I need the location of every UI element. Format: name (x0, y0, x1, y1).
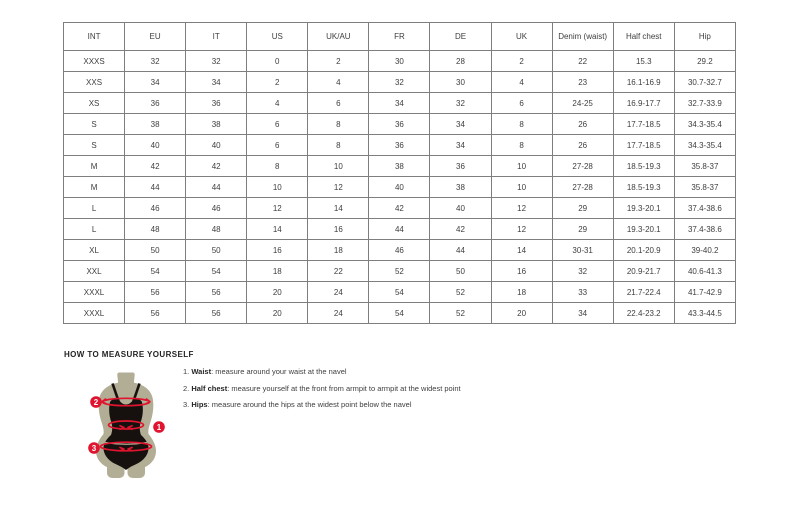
measure-instruction-item (183, 368, 461, 377)
table-cell: M (64, 156, 125, 177)
table-cell: 2 (308, 51, 369, 72)
table-cell: 34.3-35.4 (674, 135, 735, 156)
table-cell: 34 (369, 93, 430, 114)
table-cell: 38 (369, 156, 430, 177)
table-cell: 44 (430, 240, 491, 261)
table-cell: 20 (247, 282, 308, 303)
table-cell: 34 (186, 72, 247, 93)
table-cell: 28 (430, 51, 491, 72)
table-cell: 42 (430, 219, 491, 240)
table-cell: XXS (64, 72, 125, 93)
badge-2-number: 2 (93, 397, 99, 407)
table-cell: 30 (369, 51, 430, 72)
table-cell: 35.8-37 (674, 156, 735, 177)
table-cell: 26 (552, 135, 613, 156)
table-cell: 18.5-19.3 (613, 156, 674, 177)
table-cell: 18 (247, 261, 308, 282)
table-cell: 22 (308, 261, 369, 282)
table-cell: 36 (186, 93, 247, 114)
table-cell: 37.4-38.6 (674, 198, 735, 219)
measure-instruction-item (183, 401, 461, 410)
table-cell: 48 (125, 219, 186, 240)
table-cell: 37.4-38.6 (674, 219, 735, 240)
table-cell: 4 (308, 72, 369, 93)
instruction-text: : measure around your waist at the navel (211, 367, 347, 376)
table-cell: 24-25 (552, 93, 613, 114)
table-cell: 52 (430, 303, 491, 324)
table-cell: 52 (430, 282, 491, 303)
table-cell: 46 (186, 198, 247, 219)
table-row (64, 72, 736, 93)
table-cell: 42 (125, 156, 186, 177)
table-cell: 54 (186, 261, 247, 282)
table-row (64, 135, 736, 156)
table-cell: 10 (491, 177, 552, 198)
table-cell: 42 (369, 198, 430, 219)
table-cell: 18.5-19.3 (613, 177, 674, 198)
table-cell: 0 (247, 51, 308, 72)
table-cell: XXL (64, 261, 125, 282)
table-cell: 42 (186, 156, 247, 177)
table-cell: 35.8-37 (674, 177, 735, 198)
table-row (64, 177, 736, 198)
table-cell: 22.4-23.2 (613, 303, 674, 324)
table-cell: 20 (491, 303, 552, 324)
table-cell: 6 (308, 93, 369, 114)
table-cell: 14 (491, 240, 552, 261)
table-cell: 40 (186, 135, 247, 156)
table-cell: 29 (552, 219, 613, 240)
instruction-number: 3. (183, 400, 192, 409)
table-cell: 56 (125, 282, 186, 303)
table-cell: XXXL (64, 303, 125, 324)
column-header-uk: UK (491, 23, 552, 51)
table-cell: 10 (491, 156, 552, 177)
table-cell: 29 (552, 198, 613, 219)
table-cell: 54 (369, 303, 430, 324)
table-cell: 24 (308, 282, 369, 303)
table-cell: 18 (491, 282, 552, 303)
instruction-text: : measure around the hips at the widest point below the navel (207, 400, 412, 409)
column-header-us: US (247, 23, 308, 51)
table-cell: 27-28 (552, 156, 613, 177)
table-cell: 38 (125, 114, 186, 135)
table-cell: 14 (247, 219, 308, 240)
table-cell: XXXL (64, 282, 125, 303)
table-cell: 54 (125, 261, 186, 282)
table-cell: L (64, 198, 125, 219)
table-cell: 12 (491, 219, 552, 240)
table-cell: 2 (247, 72, 308, 93)
table-cell: L (64, 219, 125, 240)
table-cell: 40 (369, 177, 430, 198)
badge-1-number: 1 (156, 422, 162, 432)
table-cell: 52 (369, 261, 430, 282)
table-cell: 12 (308, 177, 369, 198)
table-cell: 32 (369, 72, 430, 93)
table-cell: 24 (308, 303, 369, 324)
table-cell: 17.7-18.5 (613, 135, 674, 156)
table-cell: 12 (247, 198, 308, 219)
column-header-fr: FR (369, 23, 430, 51)
table-row (64, 303, 736, 324)
table-cell: 36 (430, 156, 491, 177)
table-cell: XS (64, 93, 125, 114)
instruction-number: 2. (183, 383, 192, 393)
table-cell: XL (64, 240, 125, 261)
table-cell: 54 (369, 282, 430, 303)
table-cell: 34 (430, 114, 491, 135)
table-cell: 34 (125, 72, 186, 93)
table-cell: 23 (552, 72, 613, 93)
table-cell: 20.9-21.7 (613, 261, 674, 282)
table-cell: 33 (552, 282, 613, 303)
table-cell: 34 (430, 135, 491, 156)
table-cell: 10 (308, 156, 369, 177)
table-cell: 21.7-22.4 (613, 282, 674, 303)
table-row (64, 114, 736, 135)
table-cell: 34.3-35.4 (674, 114, 735, 135)
table-cell: 32.7-33.9 (674, 93, 735, 114)
table-cell: 30 (430, 72, 491, 93)
table-cell: 17.7-18.5 (613, 114, 674, 135)
table-cell: 8 (491, 114, 552, 135)
table-cell: 41.7-42.9 (674, 282, 735, 303)
table-row (64, 219, 736, 240)
table-cell: 4 (247, 93, 308, 114)
table-row (64, 240, 736, 261)
table-cell: 40 (125, 135, 186, 156)
mannequin-illustration (84, 371, 168, 479)
table-cell: 56 (186, 303, 247, 324)
table-cell: 8 (491, 135, 552, 156)
table-cell: 4 (491, 72, 552, 93)
badge-3-number: 3 (91, 443, 97, 453)
table-cell: S (64, 135, 125, 156)
table-cell: 48 (186, 219, 247, 240)
instruction-text: : measure yourself at the front from armpit to armpit at the widest point (227, 383, 461, 393)
table-cell: 16.1-16.9 (613, 72, 674, 93)
table-cell: 6 (247, 114, 308, 135)
table-cell: 40.6-41.3 (674, 261, 735, 282)
table-cell: 6 (247, 135, 308, 156)
table-cell: 44 (125, 177, 186, 198)
table-cell: 29.2 (674, 51, 735, 72)
table-cell: 32 (125, 51, 186, 72)
table-cell: 8 (308, 114, 369, 135)
table-cell: M (64, 177, 125, 198)
table-cell: 40 (430, 198, 491, 219)
instruction-label: Half chest (191, 383, 228, 393)
table-cell: XXXS (64, 51, 125, 72)
table-row (64, 156, 736, 177)
table-cell: 20 (247, 303, 308, 324)
table-cell: 20.1-20.9 (613, 240, 674, 261)
table-cell: 16 (247, 240, 308, 261)
instruction-label: Waist (191, 367, 212, 376)
table-cell: 6 (491, 93, 552, 114)
table-row (64, 51, 736, 72)
table-cell: 16.9-17.7 (613, 93, 674, 114)
table-row (64, 93, 736, 114)
table-cell: 30.7-32.7 (674, 72, 735, 93)
table-cell: 38 (430, 177, 491, 198)
table-cell: 46 (369, 240, 430, 261)
column-header-hip: Hip (674, 23, 735, 51)
table-cell: 39-40.2 (674, 240, 735, 261)
table-row (64, 261, 736, 282)
table-cell: 50 (186, 240, 247, 261)
table-cell: 56 (186, 282, 247, 303)
table-cell: 46 (125, 198, 186, 219)
instruction-number: 1. (183, 367, 192, 376)
table-cell: 15.3 (613, 51, 674, 72)
instruction-label: Hips (191, 400, 208, 409)
column-header-denim-waist: Denim (waist) (552, 23, 613, 51)
table-row (64, 282, 736, 303)
table-cell: 22 (552, 51, 613, 72)
table-cell: 56 (125, 303, 186, 324)
size-chart-table (63, 22, 736, 324)
column-header-eu: EU (125, 23, 186, 51)
column-header-it: IT (186, 23, 247, 51)
how-to-measure-heading: HOW TO MEASURE YOURSELF (64, 350, 194, 359)
table-cell: 36 (369, 135, 430, 156)
table-cell: 32 (186, 51, 247, 72)
table-cell: 19.3-20.1 (613, 198, 674, 219)
measure-instructions (183, 368, 461, 418)
column-header-de: DE (430, 23, 491, 51)
column-header-half-chest: Half chest (613, 23, 674, 51)
table-cell: 32 (430, 93, 491, 114)
table-cell: 43.3-44.5 (674, 303, 735, 324)
table-cell: 32 (552, 261, 613, 282)
measurement-figure (84, 371, 168, 479)
table-cell: 44 (369, 219, 430, 240)
table-cell: 8 (247, 156, 308, 177)
table-header-row (64, 23, 736, 51)
measure-instruction-item (183, 385, 461, 394)
table-cell: 10 (247, 177, 308, 198)
table-cell: S (64, 114, 125, 135)
table-row (64, 198, 736, 219)
table-cell: 50 (125, 240, 186, 261)
column-header-uk-au: UK/AU (308, 23, 369, 51)
column-header-int: INT (64, 23, 125, 51)
table-cell: 50 (430, 261, 491, 282)
table-cell: 36 (125, 93, 186, 114)
table-cell: 8 (308, 135, 369, 156)
table-cell: 16 (491, 261, 552, 282)
table-cell: 44 (186, 177, 247, 198)
table-cell: 26 (552, 114, 613, 135)
table-cell: 34 (552, 303, 613, 324)
table-cell: 19.3-20.1 (613, 219, 674, 240)
size-table-body (64, 51, 736, 324)
table-cell: 30-31 (552, 240, 613, 261)
table-cell: 18 (308, 240, 369, 261)
table-cell: 2 (491, 51, 552, 72)
table-cell: 36 (369, 114, 430, 135)
table-cell: 12 (491, 198, 552, 219)
table-cell: 38 (186, 114, 247, 135)
table-cell: 27-28 (552, 177, 613, 198)
table-cell: 14 (308, 198, 369, 219)
table-cell: 16 (308, 219, 369, 240)
